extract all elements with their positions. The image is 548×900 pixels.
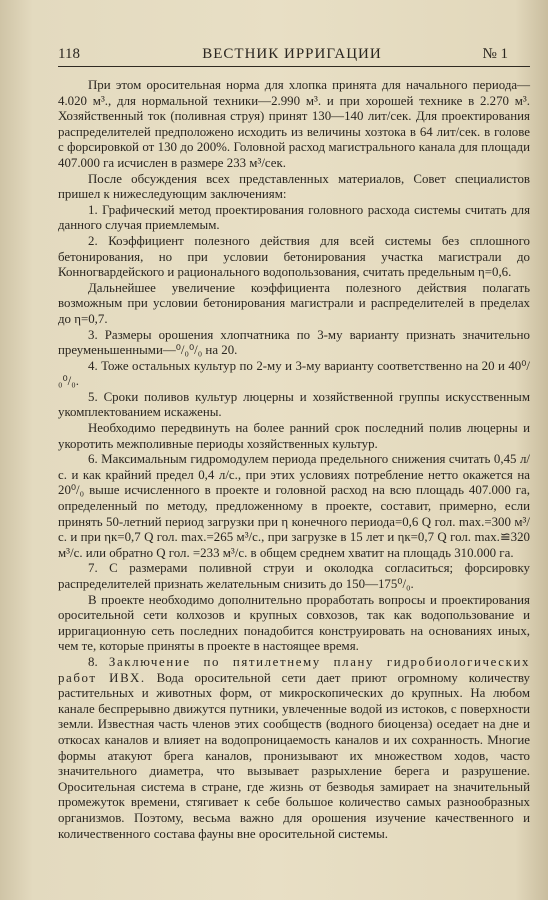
header-rule: [58, 66, 530, 67]
paragraph: 7. С размерами поливной струи и околодка согласиться; форсировку распределителей признать желательным снизить до 150—175⁰/₀.: [58, 561, 530, 591]
section-8-heading: Заключение по пятилетнему плану гидробиологических работ ИВХ.: [58, 654, 530, 685]
journal-title: ВЕСТНИК ИРРИГАЦИИ: [202, 46, 382, 62]
paragraph: Необходимо передвинуть на более ранний срок последний полив люцерны и укоротить межполивные периоды хозяйственных культур.: [58, 421, 530, 451]
paragraph: При этом оросительная норма для хлопка принята для начального периода—4.020 м³., для нормальной техники—2.990 м³. и при хорошей технике в 2.270 м³. Хозяйственный ток (поливная струя) принят 130—140 лит/сек. Для проектирования распределителей предположено исходить из величины хозтока в 64 лит/сек. в голове с форсировкой от 130 до 200%. Головной расход магистрального канала для площади 407.000 га исчислен в размере 233 м³/сек.: [58, 78, 530, 170]
paragraph: 1. Графический метод проектирования головного расхода системы считать для данного случая приемлемым.: [58, 202, 530, 233]
paragraph: 4. Тоже остальных культур по 2-му и 3-му варианту соответственно на 20 и 40⁰/₀⁰/₀.: [58, 358, 530, 389]
section-8-paragraph: [58, 655, 530, 842]
page-header: [58, 44, 526, 66]
paragraph: 2. Коэффициент полезного действия для всей системы без сплошного бетонирования, но при условии бетонирования участка магистрали до Конногвардейского и рационального водопользования, считать предельным η=0,6.: [58, 233, 530, 280]
paragraph: 3. Размеры орошения хлопчатника по 3-му варианту признать значительно преуменьшенными—⁰/₀⁰/₀ на 20.: [58, 327, 530, 358]
paragraph: После обсуждения всех представленных материалов, Совет специалистов пришел к нижеследующим заключениям:: [58, 171, 530, 202]
section-8-text: Вода оросительной сети дает приют огромному количеству растительных и животных форм, от микроскопических до крупных. На любом канале беспрерывно движутся путники, увлеченные водой из истоков, с поверхности земли. Известная часть членов этих сообществ (водного биоценза) оседает на дне и откосах каналов и влияет на водопроницаемость каналов и их сохранность. Многие формы атакуют брега каналов, пронизывают их множеством ходов, часто значительного диаметра, что вызывает разрыхление берега и разрушение. Оросительная система в стране, где жизнь от безводья замирает на значительный промежуток времени, стягивает к себе большое количество самых разнообразных организмов. Поэтому, весьма важно для орошения изучение качественного и количественного состава фауны вне оросительной системы.: [58, 670, 530, 841]
paragraph: 6. Максимальным гидромодулем периода предельного снижения считать 0,45 л/с. и как крайний предел 0,4 л/с., при этих условиях потребление нетто окажется на 20⁰/₀ выше исчисленного в проекте и головной расход на всю площадь 407.000 га, определенный по методу, предложенному в проекте, составит, примерно, если принять 50-летний период загрузки при η конечного периода=0,6 Q гол. max.=300 м³/с. и при ηк=0,7 Q гол. max.=265 м³/с., при загрузке в 15 лет и ηк=0,7 Q гол. max.≌320 м³/с. или обратно Q гол. =233 м³/с. в общем среднем хватит на площадь 310.000 га.: [58, 452, 530, 560]
issue-number: № 1: [482, 46, 508, 62]
article-body: [58, 78, 530, 842]
section-8-number: 8.: [88, 654, 98, 669]
page-number: 118: [58, 46, 80, 62]
paragraph: Дальнейшее увеличение коэффициента полезного действия полагать возможным при условии бетонирования магистрали и распределителей в пределах до η=0,7.: [58, 280, 530, 326]
paragraph: В проекте необходимо дополнительно проработать вопросы и проектирования оросительной сети колхозов и крупных совхозов, так как водопользование и ирригационную сеть последних понадобится конструировать на основаниях иных, чем те, которые приняты в проекте в настоящее время.: [58, 592, 530, 654]
paragraph: 5. Сроки поливов культур люцерны и хозяйственной группы искусственным укомплектованием искажены.: [58, 389, 530, 420]
